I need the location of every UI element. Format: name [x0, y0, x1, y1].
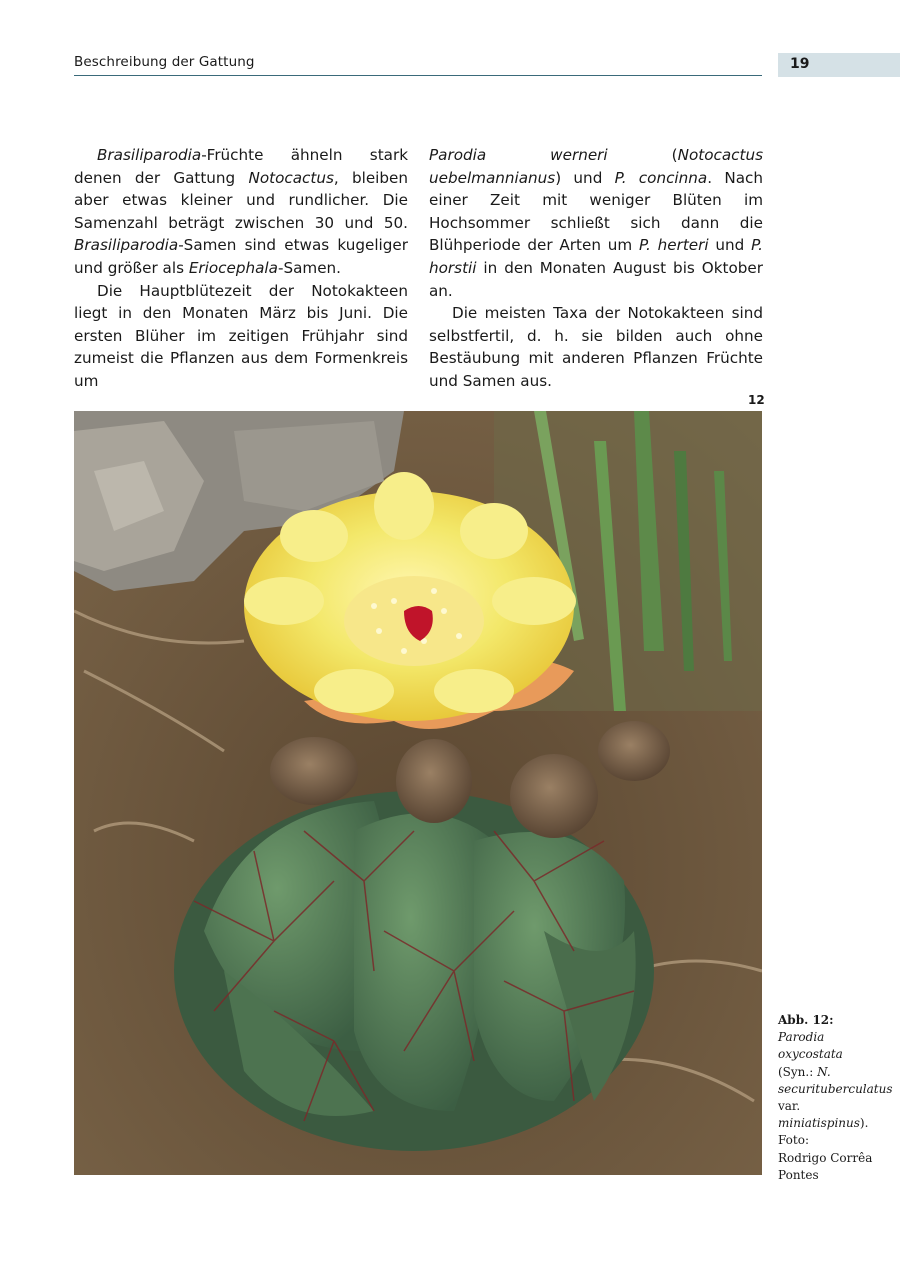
text-run: Die meisten Taxa der Notokakteen sind selbstfertil, d. h. sie bilden auch ohne Bestäubung mit anderen Pflanzen Früchte und Samen aus. [429, 304, 763, 390]
figure-number: 12 [748, 393, 765, 407]
page-number-box [778, 53, 900, 77]
caption-label: Abb. 12: [778, 1013, 834, 1027]
italic-run: Brasiliparodia [74, 236, 179, 255]
text-run: ) und [555, 168, 615, 187]
paragraph [429, 302, 763, 392]
paragraph [74, 144, 408, 280]
header-rule [74, 75, 762, 76]
italic-run: P. horstii [429, 236, 763, 277]
paragraph [429, 144, 763, 302]
caption-photo-label: Foto: [778, 1133, 809, 1148]
caption-species: Parodia oxycostata [778, 1030, 843, 1062]
caption-photographer: Rodrigo Corrêa Pontes [778, 1150, 873, 1182]
text-run: -Früchte ähneln stark denen der Gattung [74, 146, 408, 187]
caption-syn-var: var. [778, 1099, 801, 1114]
text-column-right [429, 144, 763, 393]
caption-syn-var-name: miniatispinus [778, 1116, 860, 1131]
caption-syn-name: N. securituberculatus [778, 1064, 893, 1096]
text-run: Die Hauptblütezeit der Notokakteen liegt in den Monaten März bis Juni. Die ersten Blüher im zeitigen Frühjahr sind zumeist die Pflanzen aus dem Formenkreis um [74, 281, 408, 390]
text-run: in den Monaten August bis Oktober an. [429, 258, 763, 300]
text-run: ( [607, 146, 678, 164]
italic-run: Notocactus uebelmannianus [429, 146, 763, 187]
text-column-left [74, 144, 408, 393]
header-title: Beschreibung der Gattung [74, 54, 255, 70]
text-run: . Nach einer Zeit mit weniger Blüten im Hochsommer schließt sich dann die Blühperiode der Arten um [429, 168, 763, 255]
italic-run: P. herteri [638, 236, 709, 255]
text-run: , bleiben aber etwas kleiner und rundlicher. Die Samenzahl beträgt zwischen 30 und 50. [74, 168, 408, 232]
italic-run: Parodia werneri [429, 146, 608, 164]
italic-run: Brasiliparodia [97, 146, 202, 164]
caption-synonym [778, 1064, 893, 1133]
caption-syn-close: ). [859, 1116, 869, 1131]
caption-syn-open: (Syn.: [778, 1064, 814, 1079]
text-run: -Samen sind etwas kugeliger und größer als [74, 236, 408, 277]
cactus-photo [74, 411, 762, 1175]
italic-run: Notocactus [248, 168, 334, 187]
figure-caption [778, 1012, 893, 1184]
italic-run: Eriocephala [188, 258, 278, 277]
text-run: -Samen. [277, 258, 341, 277]
text-run: und [708, 236, 752, 255]
paragraph [74, 280, 408, 393]
italic-run: P. concinna [614, 168, 708, 187]
page-number: 19 [790, 56, 810, 72]
